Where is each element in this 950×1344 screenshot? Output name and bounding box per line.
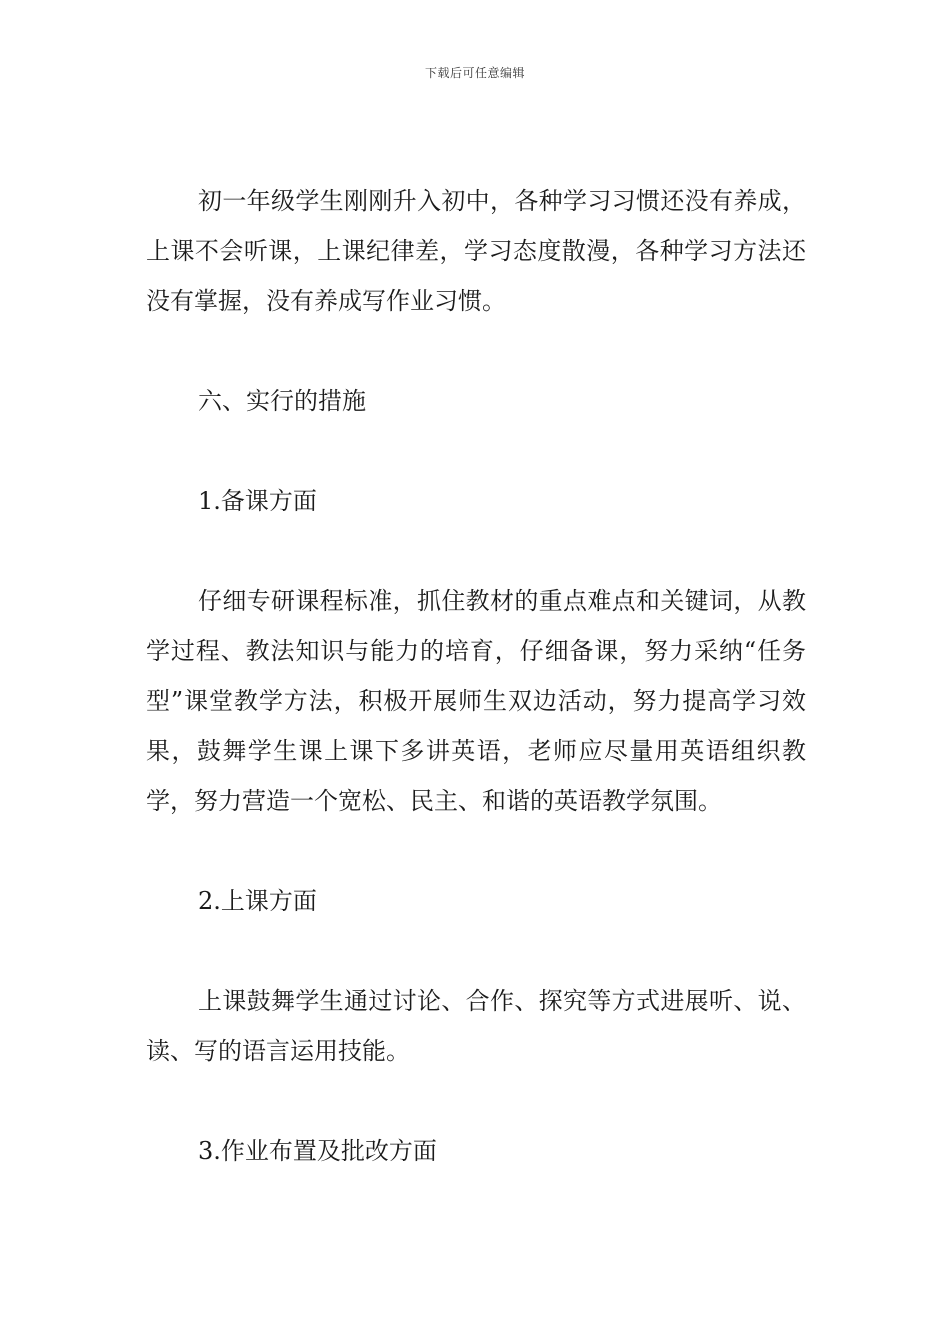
spacer: [146, 526, 806, 576]
spacer: [146, 1076, 806, 1126]
subheading-lesson-prep: 1.备课方面: [198, 487, 317, 515]
spacer: [146, 426, 806, 476]
spacer: [146, 826, 806, 876]
spacer: [146, 926, 806, 976]
section-heading-measures: 六、实行的措施: [198, 387, 366, 415]
paragraph-lesson-prep: 仔细专研课程标准，抓住教材的重点难点和关键词，从教学过程、教法知识与能力的培育，仔细备课，努力采纳“任务型”课堂教学方法，积极开展师生双边活动，努力提高学习效果，鼓舞学生课上课下多讲英语，老师应尽量用英语组织教学，努力营造一个宽松、民主、和谐的英语教学氛围。: [146, 587, 806, 815]
document-body: [146, 176, 806, 1176]
paragraph-student-situation: 初一年级学生刚刚升入初中，各种学习习惯还没有养成，上课不会听课，上课纪律差，学习态度散漫，各种学习方法还没有掌握，没有养成写作业习惯。: [146, 187, 806, 315]
subheading-homework: 3.作业布置及批改方面: [198, 1137, 437, 1165]
subheading-teaching: 2.上课方面: [198, 887, 317, 915]
spacer: [146, 326, 806, 376]
paragraph-teaching: 上课鼓舞学生通过讨论、合作、探究等方式进展听、说、读、写的语言运用技能。: [146, 987, 806, 1065]
page-header: 下载后可任意编辑: [424, 66, 525, 80]
